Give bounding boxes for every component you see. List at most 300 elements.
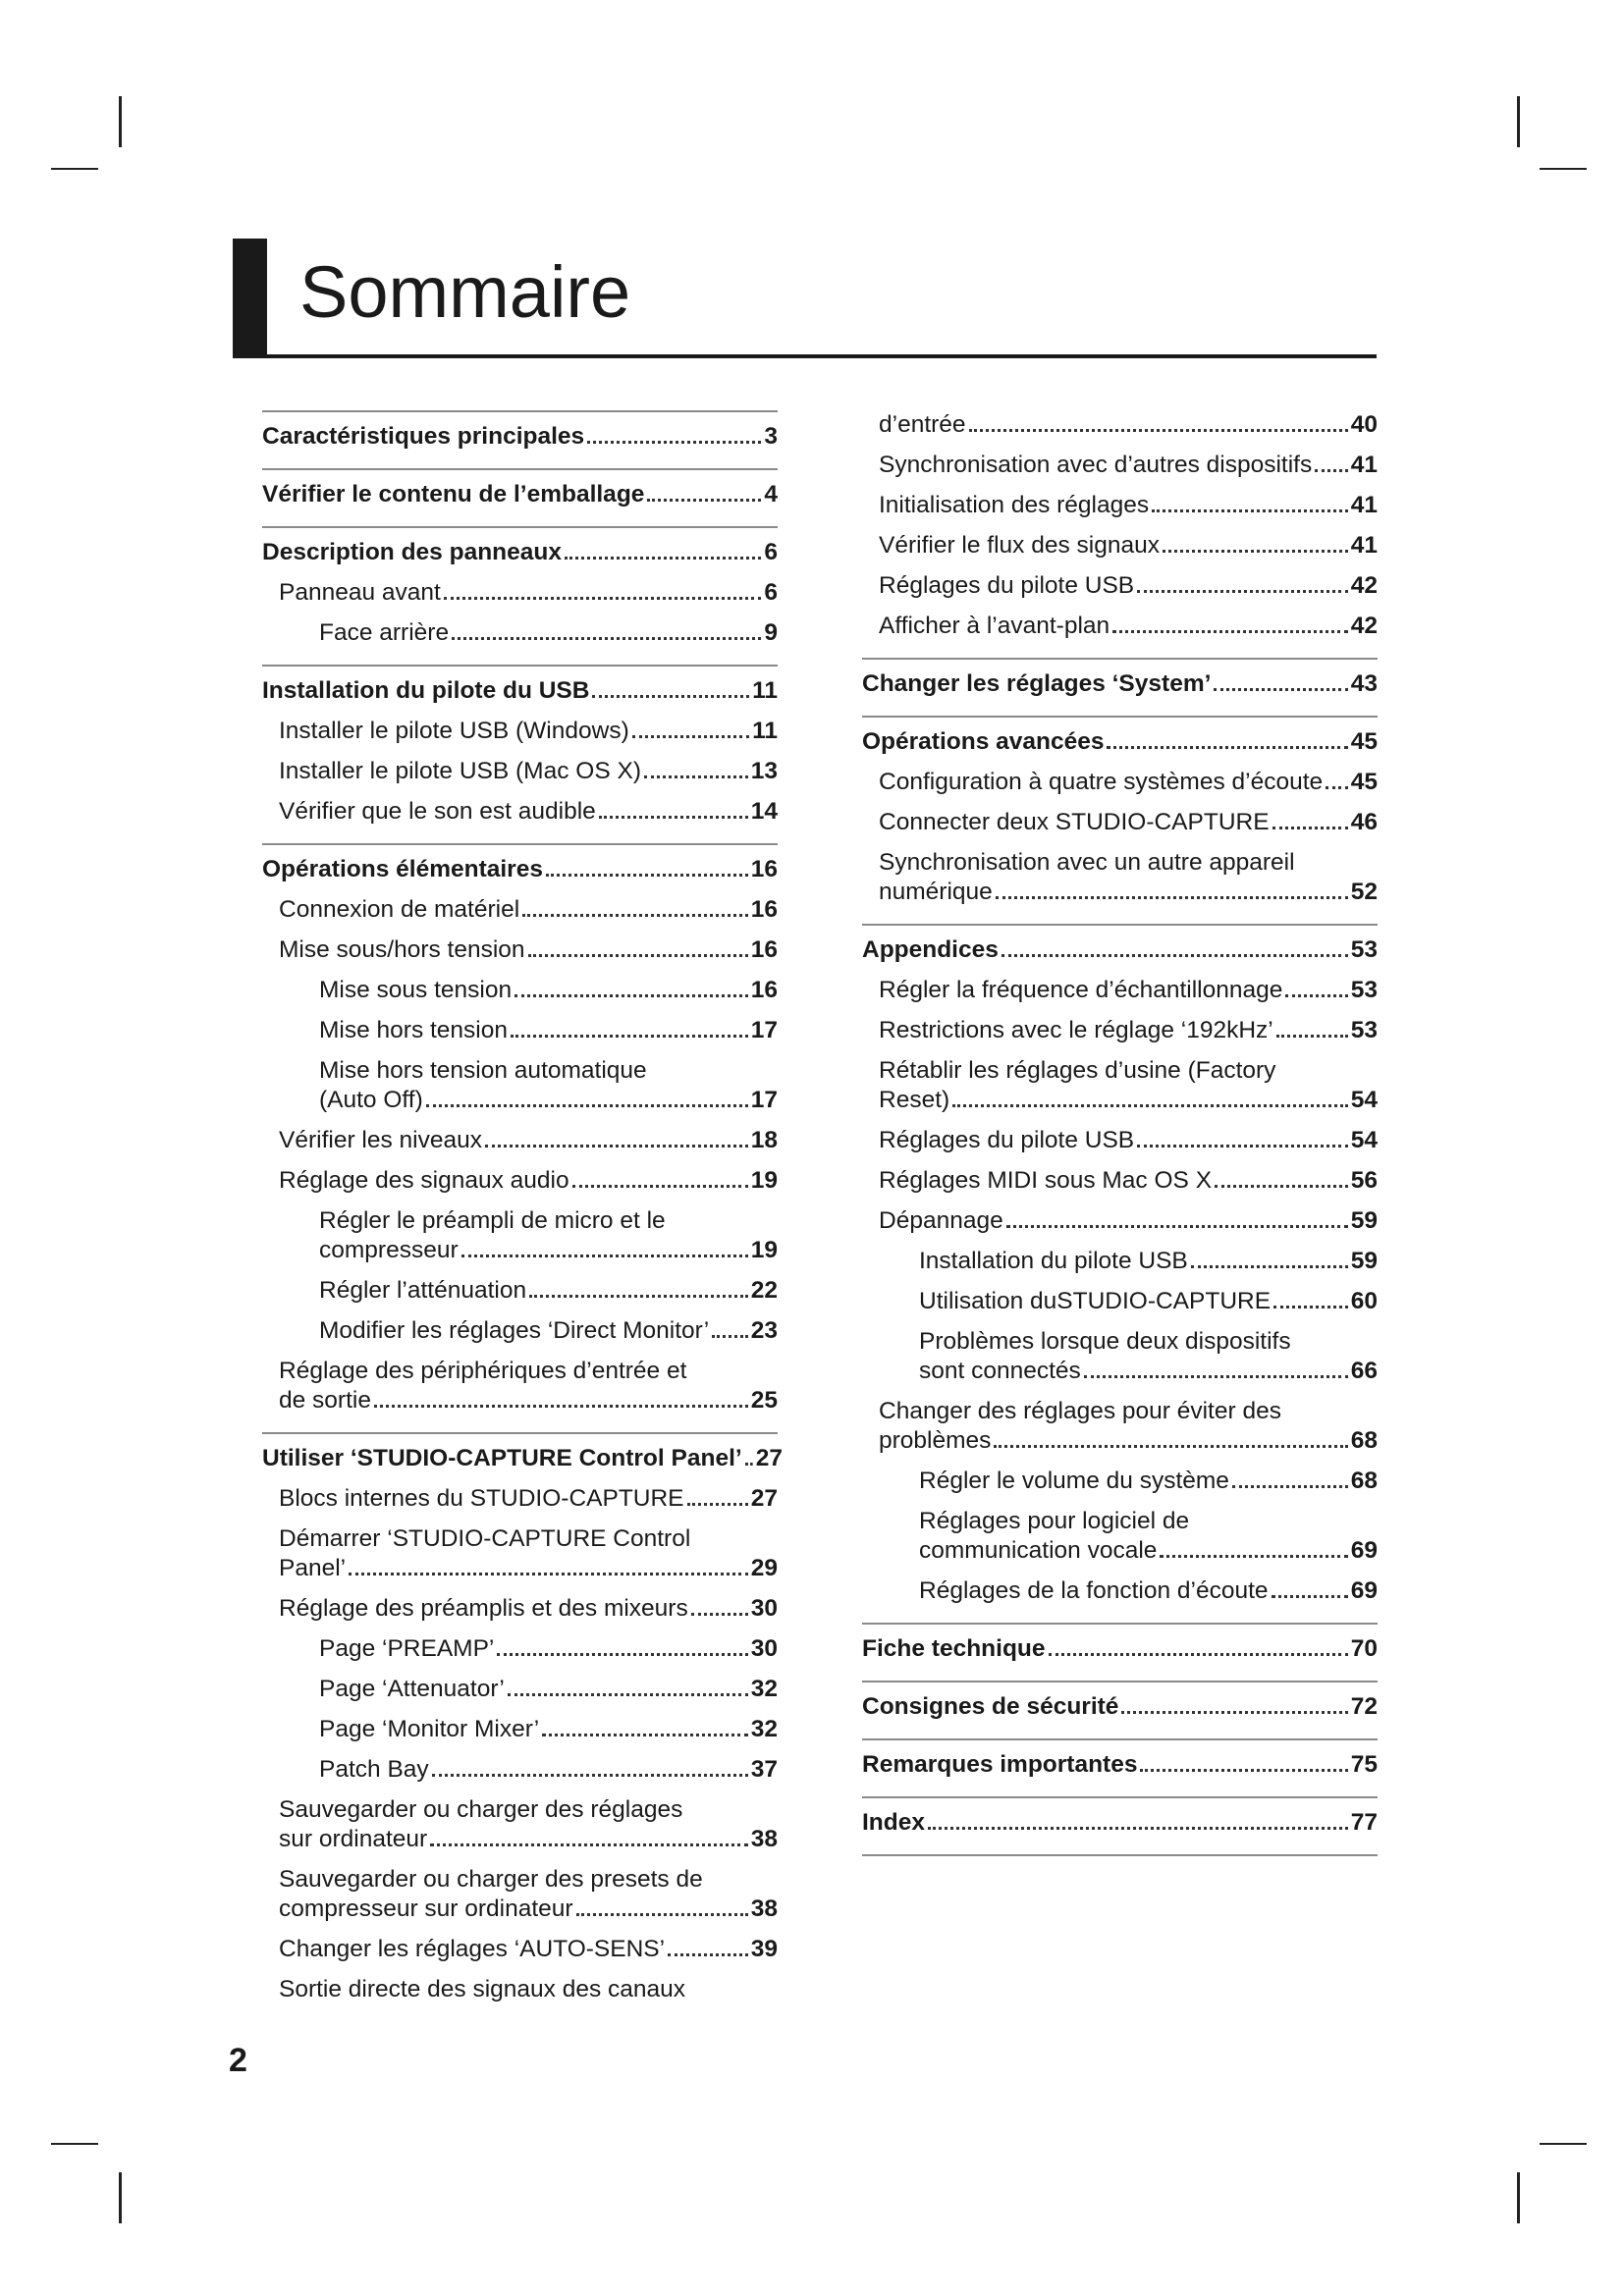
toc-entry-row bbox=[879, 1426, 1378, 1456]
dot-leader bbox=[1112, 630, 1348, 633]
toc-entry-text: problèmes bbox=[879, 1427, 992, 1454]
toc-entry-text: Installation du pilote du USB bbox=[262, 677, 590, 704]
toc-entry-text-line: Changer des réglages pour éviter des bbox=[879, 1398, 1281, 1424]
toc-entry[interactable] bbox=[862, 612, 1378, 641]
toc-page-number: 77 bbox=[1350, 1809, 1378, 1836]
toc-page-number: 6 bbox=[764, 539, 778, 565]
toc-page-number: 29 bbox=[750, 1555, 778, 1581]
toc-entry-text: Mise sous/hors tension bbox=[279, 936, 525, 963]
toc-entry[interactable] bbox=[262, 1484, 778, 1514]
toc-page-number: 60 bbox=[1350, 1288, 1378, 1314]
dot-leader bbox=[668, 1953, 748, 1956]
toc-entry-row bbox=[319, 618, 778, 648]
toc-entry-row bbox=[862, 1750, 1378, 1780]
toc-entry-row bbox=[862, 935, 1378, 965]
dot-leader bbox=[952, 1104, 1348, 1107]
toc-entry[interactable] bbox=[862, 571, 1378, 601]
toc-entry-text: Afficher à l’avant-plan bbox=[879, 613, 1110, 639]
toc-entry-text: numérique bbox=[879, 879, 993, 905]
toc-entry-text: Réglage des préamplis et des mixeurs bbox=[279, 1595, 688, 1622]
toc-entry-text: Réglages de la fonction d’écoute bbox=[919, 1577, 1269, 1604]
toc-entry-row bbox=[279, 797, 778, 827]
toc-entry-text: Reset) bbox=[879, 1087, 950, 1113]
toc-entry-row bbox=[879, 1016, 1378, 1045]
toc-entry-text-line: Sauvegarder ou charger des réglages bbox=[279, 1796, 683, 1823]
crop-mark bbox=[1517, 96, 1520, 147]
dot-leader bbox=[1272, 827, 1348, 829]
toc-entry[interactable] bbox=[262, 976, 778, 1005]
toc-page-number: 32 bbox=[750, 1716, 778, 1742]
toc-entry-text: Vérifier le flux des signaux bbox=[879, 532, 1160, 559]
toc-entry-text: Installation du pilote USB bbox=[919, 1248, 1188, 1274]
toc-section bbox=[862, 1738, 1378, 1796]
toc-entry-text: Réglages MIDI sous Mac OS X bbox=[879, 1167, 1213, 1194]
title-block bbox=[233, 239, 1377, 358]
toc-page-number: 53 bbox=[1350, 977, 1378, 1003]
toc-entry-text: Initialisation des réglages bbox=[879, 492, 1150, 518]
toc-entry-row bbox=[879, 1206, 1378, 1236]
toc-section bbox=[862, 924, 1378, 1623]
toc-entry[interactable] bbox=[262, 1935, 778, 1964]
dot-leader bbox=[599, 816, 748, 819]
toc-section bbox=[862, 1681, 1378, 1738]
toc-section bbox=[262, 665, 778, 843]
dot-leader bbox=[522, 914, 748, 917]
toc-entry-row bbox=[262, 538, 778, 567]
toc-page-number: 17 bbox=[750, 1017, 778, 1043]
toc-entry[interactable] bbox=[862, 1287, 1378, 1316]
toc-entry-text-line: Problèmes lorsque deux dispositifs bbox=[919, 1328, 1291, 1355]
toc-entry-text-line: Régler le préampli de micro et le bbox=[319, 1207, 666, 1234]
toc-entry[interactable] bbox=[862, 491, 1378, 520]
toc-entry[interactable] bbox=[262, 895, 778, 925]
crop-mark bbox=[1540, 2143, 1587, 2145]
toc-entry[interactable] bbox=[862, 1126, 1378, 1155]
toc-page-number: 59 bbox=[1350, 1248, 1378, 1274]
toc-entry-row bbox=[279, 935, 778, 965]
toc-page-number: 16 bbox=[750, 936, 778, 963]
toc-heading[interactable] bbox=[862, 727, 1378, 757]
toc-page-number: 38 bbox=[750, 1826, 778, 1852]
toc-entry-text: Sortie directe des signaux des canaux bbox=[279, 1976, 686, 2002]
toc-entry[interactable] bbox=[862, 1206, 1378, 1236]
dot-leader bbox=[587, 441, 761, 444]
toc-heading[interactable] bbox=[262, 480, 778, 509]
dot-leader bbox=[546, 874, 748, 877]
toc-entry-text: compresseur bbox=[319, 1237, 459, 1263]
toc-entry[interactable] bbox=[862, 1166, 1378, 1196]
toc-entry[interactable] bbox=[262, 1715, 778, 1744]
toc-heading[interactable] bbox=[862, 1692, 1378, 1722]
toc-entry[interactable] bbox=[262, 797, 778, 827]
toc-page-number: 16 bbox=[750, 977, 778, 1003]
toc-page-number: 46 bbox=[1350, 809, 1378, 835]
dot-leader bbox=[1140, 1769, 1347, 1772]
toc-page-number: 19 bbox=[750, 1167, 778, 1194]
toc-entry-row bbox=[319, 1715, 778, 1744]
toc-section bbox=[862, 1796, 1378, 1856]
toc-entry-row bbox=[279, 1594, 778, 1624]
dot-leader bbox=[1315, 469, 1348, 472]
dot-leader bbox=[461, 1255, 748, 1257]
toc-entry[interactable] bbox=[262, 1594, 778, 1624]
toc-entry[interactable] bbox=[862, 410, 1378, 440]
toc-page-number: 43 bbox=[1350, 670, 1378, 697]
toc-entry[interactable] bbox=[862, 1016, 1378, 1045]
toc-entry-text: Mise hors tension bbox=[319, 1017, 509, 1043]
toc-section bbox=[262, 410, 778, 468]
toc-entry-row bbox=[879, 491, 1378, 520]
toc-heading[interactable] bbox=[862, 935, 1378, 965]
toc-entry[interactable] bbox=[862, 531, 1378, 561]
dot-leader bbox=[1163, 550, 1348, 553]
page-title: Sommaire bbox=[299, 251, 631, 333]
title-rule bbox=[233, 354, 1377, 358]
toc-entry-text-line: Réglages pour logiciel de bbox=[919, 1508, 1190, 1534]
toc-entry[interactable] bbox=[262, 1357, 778, 1415]
dot-leader bbox=[349, 1573, 748, 1575]
toc-page-number: 38 bbox=[750, 1896, 778, 1922]
toc-entry-row bbox=[279, 1825, 778, 1854]
toc-entry-text: Blocs internes du STUDIO-CAPTURE bbox=[279, 1485, 684, 1512]
toc-entry-text: Modifier les réglages ‘Direct Monitor’ bbox=[319, 1317, 710, 1344]
toc-page-number: 6 bbox=[764, 579, 778, 606]
toc-entry-text-line: Réglage des périphériques d’entrée et bbox=[279, 1358, 687, 1384]
title-accent-bar bbox=[233, 239, 267, 356]
toc-entry-row bbox=[919, 1536, 1378, 1566]
toc-section bbox=[862, 658, 1378, 716]
toc-page-number: 11 bbox=[752, 677, 778, 704]
toc-entry-row bbox=[319, 1276, 778, 1306]
dot-leader bbox=[1273, 1306, 1348, 1308]
dot-leader bbox=[432, 1774, 748, 1777]
toc-page-number: 68 bbox=[1350, 1468, 1378, 1494]
toc-section bbox=[862, 410, 1378, 658]
toc-entry-row bbox=[879, 571, 1378, 601]
toc-entry[interactable] bbox=[862, 1467, 1378, 1496]
dot-leader bbox=[576, 1913, 748, 1916]
toc-entry[interactable] bbox=[262, 1795, 778, 1854]
toc-page-number: 14 bbox=[750, 798, 778, 825]
dot-leader bbox=[1137, 590, 1348, 593]
dot-leader bbox=[1001, 954, 1348, 957]
toc-entry-text: Page ‘Monitor Mixer’ bbox=[319, 1716, 540, 1742]
toc-heading[interactable] bbox=[862, 1634, 1378, 1664]
toc-entry-row bbox=[862, 1808, 1378, 1838]
toc-entry-text: Configuration à quatre systèmes d’écoute bbox=[879, 769, 1324, 795]
dot-leader bbox=[452, 637, 761, 640]
toc-heading[interactable] bbox=[262, 422, 778, 452]
dot-leader bbox=[1272, 1595, 1348, 1598]
toc-entry-row bbox=[319, 1236, 778, 1265]
toc-entry-row bbox=[279, 578, 778, 608]
toc-entry[interactable] bbox=[262, 1206, 778, 1265]
toc-entry-row bbox=[919, 1576, 1378, 1606]
page-number: 2 bbox=[229, 2042, 247, 2079]
dot-leader bbox=[1276, 1035, 1348, 1038]
toc-entry-row bbox=[262, 1444, 783, 1473]
toc-heading[interactable] bbox=[862, 1750, 1378, 1780]
toc-entry-row bbox=[319, 1634, 778, 1664]
toc-section bbox=[262, 1432, 783, 2021]
toc-page-number: 54 bbox=[1350, 1087, 1378, 1113]
dot-leader bbox=[426, 1104, 748, 1107]
dot-leader bbox=[1232, 1485, 1348, 1488]
toc-entry-text: Régler la fréquence d’échantillonnage bbox=[879, 977, 1283, 1003]
toc-section bbox=[262, 526, 778, 665]
toc-entry-text-line: Sauvegarder ou charger des presets de bbox=[279, 1866, 703, 1893]
toc-entry-row bbox=[879, 531, 1378, 561]
toc-entry-text: d’entrée bbox=[879, 411, 966, 438]
toc-entry-row bbox=[279, 717, 778, 746]
toc-entry-text: Synchronisation avec d’autres dispositifs bbox=[879, 452, 1313, 478]
toc-entry-text: Index bbox=[862, 1809, 925, 1836]
dot-leader bbox=[1137, 1145, 1348, 1148]
toc-page-number: 53 bbox=[1350, 1017, 1378, 1043]
dot-leader bbox=[1049, 1653, 1348, 1656]
dot-leader bbox=[1215, 1185, 1348, 1188]
toc-entry-row bbox=[879, 768, 1378, 797]
toc-entry-row bbox=[879, 612, 1378, 641]
toc-entry-text: Appendices bbox=[862, 936, 999, 963]
toc-section bbox=[862, 716, 1378, 924]
dot-leader bbox=[430, 1843, 748, 1846]
toc-entry[interactable] bbox=[862, 768, 1378, 797]
toc-entry-text: Page ‘PREAMP’ bbox=[319, 1635, 495, 1662]
toc-entry[interactable] bbox=[862, 848, 1378, 907]
toc-entry[interactable] bbox=[862, 1397, 1378, 1456]
toc-entry-row bbox=[319, 1755, 778, 1785]
toc-entry-text: Mise sous tension bbox=[319, 977, 513, 1003]
toc-heading[interactable] bbox=[862, 669, 1378, 699]
dot-leader bbox=[444, 597, 762, 600]
toc-entry-row bbox=[879, 878, 1378, 907]
toc-page-number: 40 bbox=[1350, 411, 1378, 438]
toc-entry-row bbox=[319, 1316, 778, 1346]
toc-entry-row bbox=[919, 1357, 1378, 1386]
toc-entry-text: Restrictions avec le réglage ‘192kHz’ bbox=[879, 1017, 1273, 1043]
toc-page-number: 16 bbox=[750, 856, 778, 882]
toc-entry-text: Vérifier que le son est audible bbox=[279, 798, 596, 825]
toc-entry-text: Consignes de sécurité bbox=[862, 1693, 1119, 1720]
toc-entry-row bbox=[279, 1975, 778, 2004]
toc-entry-text: Connecter deux STUDIO-CAPTURE bbox=[879, 809, 1270, 835]
toc-entry-text: sont connectés bbox=[919, 1358, 1081, 1384]
dot-leader bbox=[572, 1185, 748, 1188]
toc-entry-text: Connexion de matériel bbox=[279, 896, 520, 923]
toc-page-number: 59 bbox=[1350, 1207, 1378, 1234]
toc-entry-text-line: Mise hors tension automatique bbox=[319, 1057, 647, 1084]
toc-page-number: 72 bbox=[1350, 1693, 1378, 1720]
dot-leader bbox=[969, 429, 1348, 432]
toc-entry[interactable] bbox=[862, 1576, 1378, 1606]
toc-entry-text: Remarques importantes bbox=[862, 1751, 1138, 1778]
toc-entry-text: Dépannage bbox=[879, 1207, 1003, 1234]
dot-leader bbox=[542, 1734, 748, 1736]
toc-entry-text: Régler l’atténuation bbox=[319, 1277, 527, 1304]
toc-entry-text: Installer le pilote USB (Windows) bbox=[279, 718, 629, 744]
toc-entry-text: Opérations avancées bbox=[862, 728, 1105, 755]
toc-section bbox=[262, 468, 778, 526]
toc-entry[interactable] bbox=[262, 1865, 778, 1924]
toc-entry-text-line: Rétablir les réglages d’usine (Factory bbox=[879, 1057, 1276, 1084]
toc-entry-text: Fiche technique bbox=[862, 1635, 1046, 1662]
toc-entry-text: Changer les réglages ‘AUTO-SENS’ bbox=[279, 1936, 666, 1962]
dot-leader bbox=[928, 1827, 1348, 1830]
toc-entry-text: Vérifier le contenu de l’emballage bbox=[262, 481, 645, 507]
toc-entry-text: Description des panneaux bbox=[262, 539, 562, 565]
dot-leader bbox=[1191, 1265, 1348, 1268]
toc-entry-row bbox=[279, 1126, 778, 1155]
toc-entry-text: compresseur sur ordinateur bbox=[279, 1896, 573, 1922]
toc-page-number: 32 bbox=[750, 1676, 778, 1702]
crop-mark bbox=[119, 2172, 122, 2223]
toc-entry-row bbox=[879, 976, 1378, 1005]
toc-page-number: 30 bbox=[750, 1635, 778, 1662]
toc-entry-text: Installer le pilote USB (Mac OS X) bbox=[279, 758, 641, 784]
toc-page-number: 52 bbox=[1350, 879, 1378, 905]
toc-page-number: 25 bbox=[750, 1387, 778, 1414]
toc-page-number: 11 bbox=[752, 718, 778, 744]
toc-entry-row bbox=[879, 451, 1378, 480]
toc-page-number: 42 bbox=[1350, 613, 1378, 639]
dot-leader bbox=[592, 695, 749, 698]
toc-entry[interactable] bbox=[862, 1247, 1378, 1276]
toc-entry[interactable] bbox=[262, 1126, 778, 1155]
toc-page-number: 37 bbox=[750, 1756, 778, 1783]
toc-entry[interactable] bbox=[262, 1634, 778, 1664]
toc-page-number: 13 bbox=[750, 758, 778, 784]
dot-leader bbox=[996, 896, 1348, 899]
toc-entry-text: (Auto Off) bbox=[319, 1087, 423, 1113]
toc-entry[interactable] bbox=[262, 618, 778, 648]
dot-leader bbox=[511, 1035, 748, 1038]
toc-entry[interactable] bbox=[262, 1056, 778, 1115]
toc-entry[interactable] bbox=[262, 1016, 778, 1045]
dot-leader bbox=[1006, 1225, 1348, 1228]
toc-entry-row bbox=[279, 1935, 778, 1964]
toc-entry[interactable] bbox=[262, 717, 778, 746]
toc-entry[interactable] bbox=[262, 1975, 778, 2004]
toc-page-number: 53 bbox=[1350, 936, 1378, 963]
toc-entry[interactable] bbox=[262, 578, 778, 608]
toc-page-number: 66 bbox=[1350, 1358, 1378, 1384]
dot-leader bbox=[485, 1145, 748, 1148]
toc-page-number: 39 bbox=[750, 1936, 778, 1962]
dot-leader bbox=[1107, 746, 1347, 749]
toc-page-number: 9 bbox=[764, 619, 778, 646]
toc-page-number: 41 bbox=[1350, 532, 1378, 559]
toc-entry[interactable] bbox=[262, 1524, 778, 1583]
toc-heading[interactable] bbox=[262, 855, 778, 884]
toc-entry-row bbox=[879, 1166, 1378, 1196]
toc-page-number: 68 bbox=[1350, 1427, 1378, 1454]
toc-entry-text: Face arrière bbox=[319, 619, 450, 646]
dot-leader bbox=[1084, 1375, 1348, 1378]
dot-leader bbox=[1326, 786, 1348, 789]
toc-page-number: 23 bbox=[750, 1317, 778, 1344]
toc-entry-text: Réglages du pilote USB bbox=[879, 1127, 1135, 1153]
toc-page-number: 75 bbox=[1350, 1751, 1378, 1778]
toc-entry-row bbox=[262, 676, 778, 706]
toc-entry-row bbox=[319, 1016, 778, 1045]
toc-entry-text: Utiliser ‘STUDIO-CAPTURE Control Panel’ bbox=[262, 1445, 742, 1471]
toc-entry-row bbox=[319, 1086, 778, 1115]
toc-entry-text-line: Démarrer ‘STUDIO-CAPTURE Control bbox=[279, 1525, 691, 1552]
toc-entry-text: Opérations élémentaires bbox=[262, 856, 543, 882]
toc-entry-text: Régler le volume du système bbox=[919, 1468, 1229, 1494]
toc-entry-row bbox=[279, 1554, 778, 1583]
toc-entry-row bbox=[879, 1086, 1378, 1115]
toc-entry[interactable] bbox=[862, 808, 1378, 837]
crop-mark bbox=[51, 2143, 98, 2145]
dot-leader bbox=[514, 994, 748, 997]
toc-heading[interactable] bbox=[262, 538, 778, 567]
toc-entry-row bbox=[279, 1166, 778, 1196]
toc-entry-row bbox=[279, 1484, 778, 1514]
toc-entry[interactable] bbox=[262, 1755, 778, 1785]
toc-page-number: 69 bbox=[1350, 1577, 1378, 1604]
toc-page-number: 45 bbox=[1350, 769, 1378, 795]
toc-entry-text: Panel’ bbox=[279, 1555, 347, 1581]
toc-entry-row bbox=[262, 480, 778, 509]
crop-mark bbox=[51, 168, 98, 170]
toc-entry[interactable] bbox=[862, 1056, 1378, 1115]
toc-page-number: 70 bbox=[1350, 1635, 1378, 1662]
toc-entry[interactable] bbox=[862, 451, 1378, 480]
toc-page-number: 4 bbox=[764, 481, 778, 507]
toc-left-column bbox=[262, 410, 783, 2021]
dot-leader bbox=[1160, 1555, 1347, 1558]
toc-entry-row bbox=[862, 1634, 1378, 1664]
toc-entry-text: communication vocale bbox=[919, 1537, 1158, 1564]
toc-heading[interactable] bbox=[262, 676, 778, 706]
toc-entry-text-line: Synchronisation avec un autre appareil bbox=[879, 849, 1295, 876]
toc-entry-row bbox=[862, 727, 1378, 757]
toc-entry[interactable] bbox=[262, 1675, 778, 1704]
toc-page-number: 3 bbox=[764, 423, 778, 450]
toc-entry-row bbox=[279, 895, 778, 925]
toc-entry-row bbox=[879, 410, 1378, 440]
dot-leader bbox=[528, 954, 748, 957]
toc-entry[interactable] bbox=[862, 1507, 1378, 1566]
dot-leader bbox=[508, 1693, 748, 1696]
dot-leader bbox=[644, 775, 748, 778]
toc-entry-row bbox=[919, 1247, 1378, 1276]
toc-page-number: 41 bbox=[1350, 452, 1378, 478]
toc-entry[interactable] bbox=[262, 757, 778, 786]
toc-entry[interactable] bbox=[862, 976, 1378, 1005]
toc-right-column bbox=[862, 410, 1378, 1856]
toc-entry-row bbox=[319, 1675, 778, 1704]
toc-entry[interactable] bbox=[862, 1327, 1378, 1386]
crop-mark bbox=[1517, 2172, 1520, 2223]
toc-entry-text: Panneau avant bbox=[279, 579, 441, 606]
toc-heading[interactable] bbox=[862, 1808, 1378, 1838]
toc-entry-text: Réglages du pilote USB bbox=[879, 572, 1135, 599]
toc-entry[interactable] bbox=[262, 1166, 778, 1196]
toc-entry-text: de sortie bbox=[279, 1387, 371, 1414]
toc-page-number: 56 bbox=[1350, 1167, 1378, 1194]
toc-entry[interactable] bbox=[262, 935, 778, 965]
toc-heading[interactable] bbox=[262, 1444, 783, 1473]
toc-entry[interactable] bbox=[262, 1276, 778, 1306]
toc-entry-text: sur ordinateur bbox=[279, 1826, 428, 1852]
dot-leader bbox=[994, 1445, 1347, 1448]
crop-mark bbox=[119, 96, 122, 147]
toc-entry-row bbox=[862, 1692, 1378, 1722]
toc-entry[interactable] bbox=[262, 1316, 778, 1346]
